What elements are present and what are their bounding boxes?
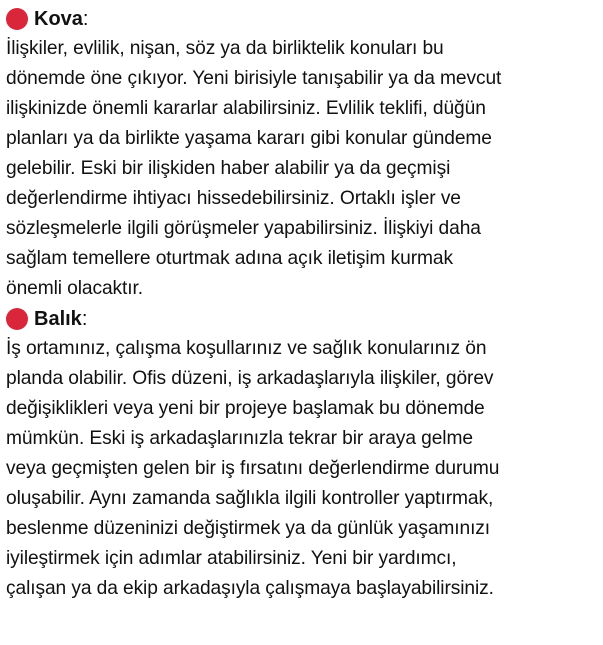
section-title: Kova (34, 8, 83, 30)
body-line: değişiklikleri veya yeni bir projeye başlamak bu dönemde (6, 398, 485, 419)
body-line: çalışan ya da ekip arkadaşıyla çalışmaya başlayabilirsiniz. (6, 578, 494, 599)
body-line: İş ortamınız, çalışma koşullarınız ve sağlık konularınız ön (6, 338, 487, 359)
body-line: planları ya da birlikte yaşama kararı gibi konular gündeme (6, 128, 492, 149)
section-body (6, 334, 595, 604)
section-title: Balık (34, 308, 82, 330)
body-line: İlişkiler, evlilik, nişan, söz ya da birliktelik konuları bu (6, 38, 444, 59)
body-line: iyileştirmek için adımlar atabilirsiniz. Yeni bir yardımcı, (6, 548, 457, 569)
body-line: değerlendirme ihtiyacı hissedebilirsiniz. Ortaklı işler ve (6, 188, 461, 209)
body-line: oluşabilir. Aynı zamanda sağlıkla ilgili kontroller yaptırmak, (6, 488, 494, 509)
section-title-colon: : (81, 308, 88, 330)
body-line: dönemde öne çıkıyor. Yeni birisiyle tanışabilir ya da mevcut (6, 68, 502, 89)
body-line: sağlam temellere oturtmak adına açık iletişim kurmak (6, 248, 453, 269)
section-body (6, 34, 595, 304)
body-line: ilişkinizde önemli kararlar alabilirsiniz. Evlilik teklifi, düğün (6, 98, 486, 119)
body-line: önemli olacaktır. (6, 278, 143, 299)
section-title-colon: : (82, 8, 89, 30)
red-circle-icon (6, 308, 28, 330)
body-line: gelebilir. Eski bir ilişkiden haber alabilir ya da geçmişi (6, 158, 451, 179)
body-line: beslenme düzeninizi değiştirmek ya da günlük yaşamınızı (6, 518, 491, 539)
section-kova (6, 4, 595, 304)
body-line: planda olabilir. Ofis düzeni, iş arkadaşlarıyla ilişkiler, görev (6, 368, 494, 389)
section-balik (6, 304, 595, 604)
red-circle-icon (6, 8, 28, 30)
body-line: sözleşmelerle ilgili görüşmeler yapabilirsiniz. İlişkiyi daha (6, 218, 481, 239)
body-line: mümkün. Eski iş arkadaşlarınızla tekrar bir araya gelme (6, 428, 473, 449)
section-heading (6, 304, 595, 334)
body-line: veya geçmişten gelen bir iş fırsatını değerlendirme durumu (6, 458, 500, 479)
section-heading (6, 4, 595, 34)
